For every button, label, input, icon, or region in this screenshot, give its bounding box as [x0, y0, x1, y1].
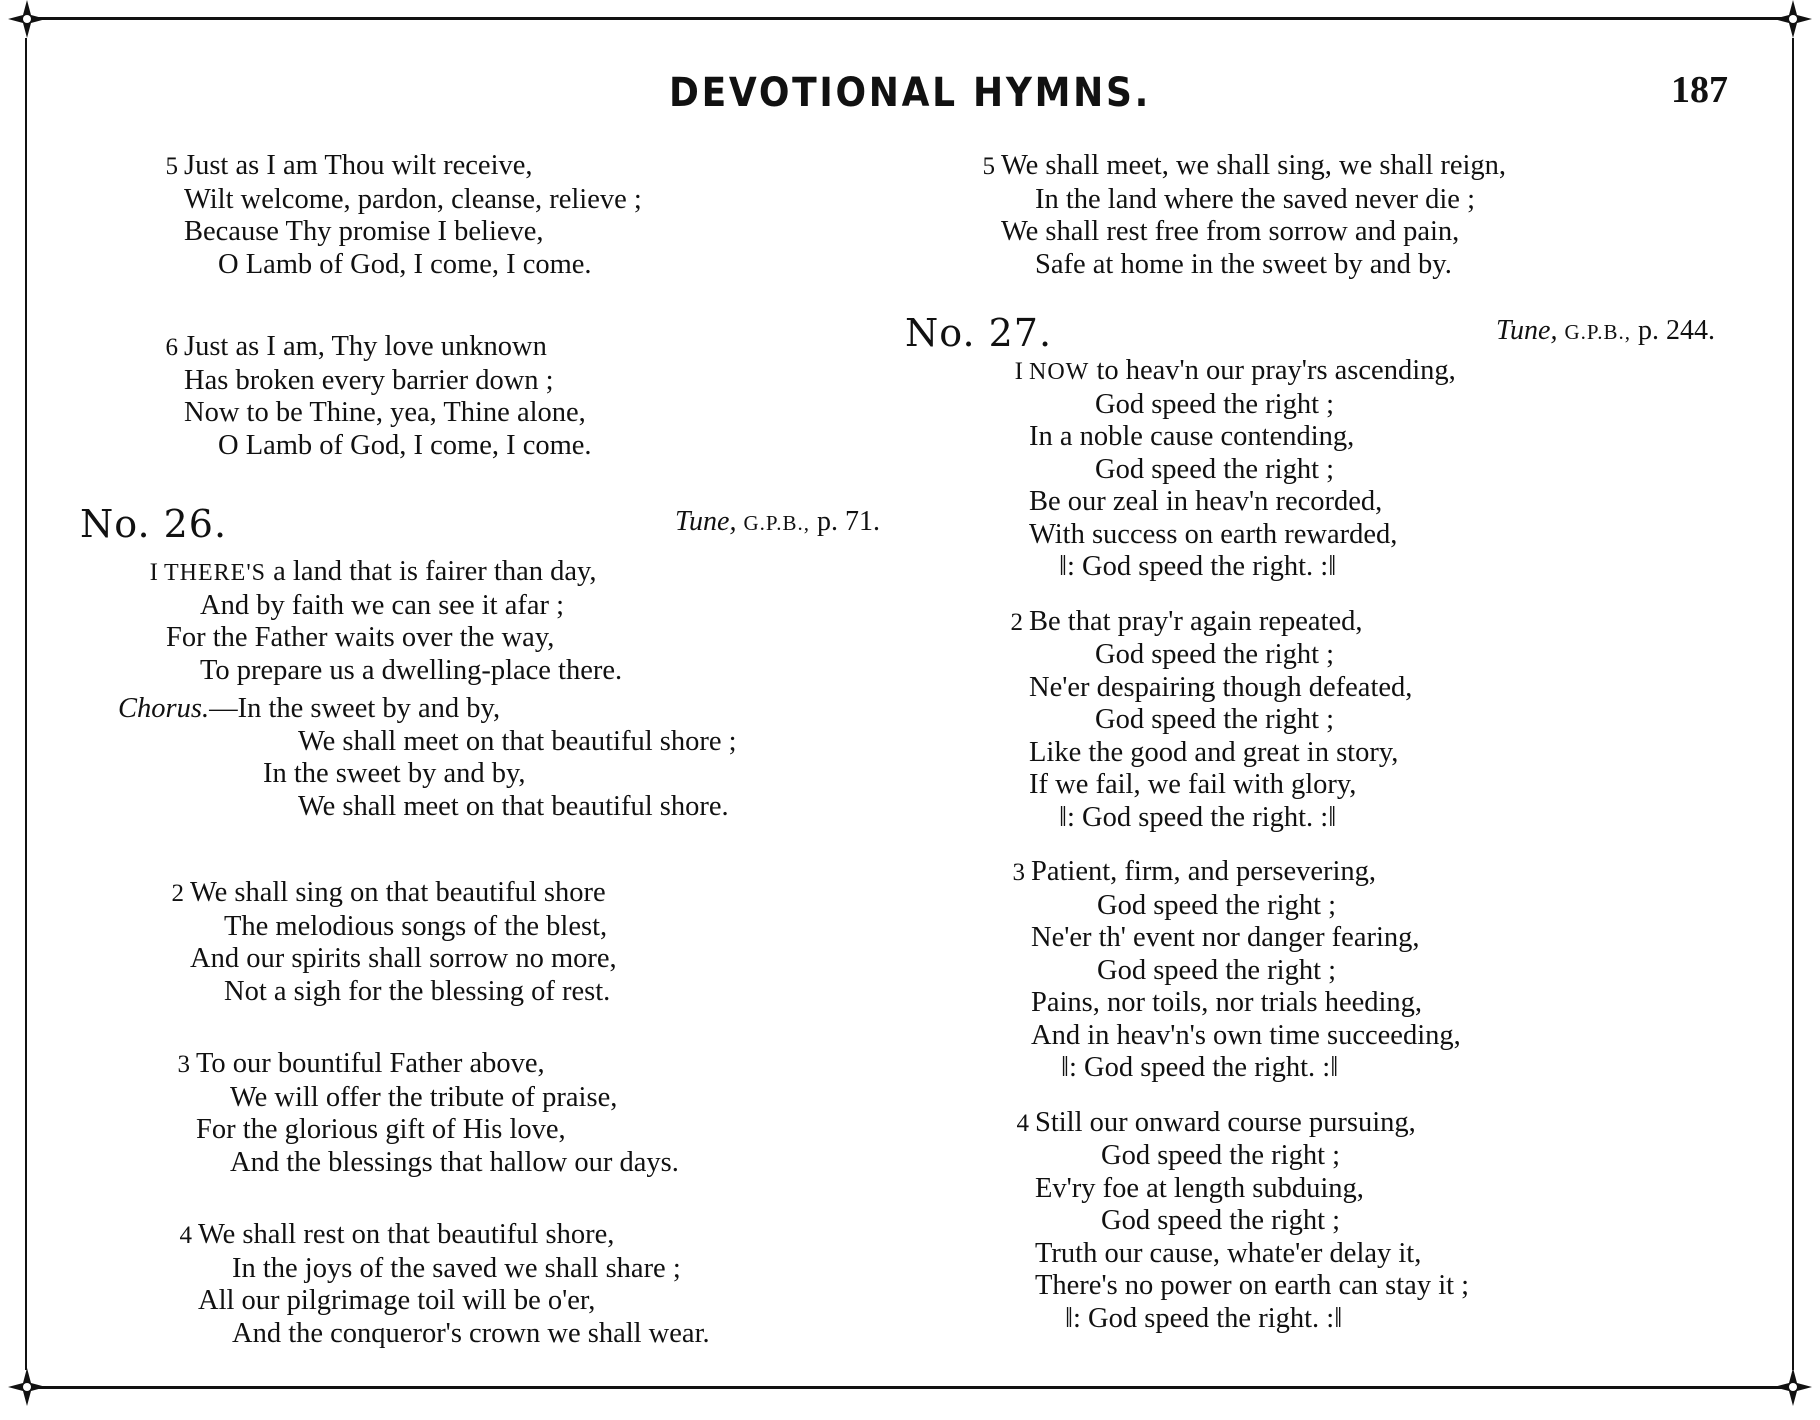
stanza-number: 2	[171, 880, 184, 907]
stanza-line: O Lamb of God, I come, I come.	[218, 429, 592, 461]
stanza-line: Be our zeal in heav'n recorded,	[1029, 486, 1383, 517]
stanza-line: O Lamb of God, I come, I come.	[218, 248, 592, 280]
tune-reference: Tune, G.P.B., p. 71.	[675, 506, 880, 537]
stanza-line: Has broken every barrier down ;	[184, 364, 554, 396]
stanza-line: If we fail, we fail with glory,	[1029, 769, 1357, 800]
stanza-number: 4	[1016, 1109, 1029, 1137]
page-number: 187	[1671, 69, 1728, 111]
repeat-line: ‖: God speed the right. :‖	[1059, 551, 1337, 582]
stanza-line: Ev'ry foe at length subduing,	[1035, 1172, 1364, 1204]
hymn-27-verse-4: 4 Still our onward course pursuing, God speed the right ; Ev'ry foe at length subduing, God speed the right ; Truth our cause, whate'er delay it, There's no power on earth can stay it ; ‖: God speed the right. :‖	[905, 1107, 1705, 1336]
hymn-27-verse-3: 3 Patient, firm, and persevering, God speed the right ; Ne'er th' event nor danger fearing, God speed the right ; Pains, nor toils, nor trials heeding, And in heav'n's own time succeeding, ‖: God speed the right. :‖	[905, 856, 1705, 1085]
hymn-27-heading	[905, 311, 1715, 355]
hymn-number: No. 26.	[80, 502, 228, 546]
repeat-line: ‖: God speed the right. :‖	[1059, 801, 1337, 833]
hymn-26-verse-3: 3 To our bountiful Father above, We will offer the tribute of praise, For the glorious gift of His love, And the blessings that hallow our days.	[80, 1048, 880, 1179]
hymn-26-verse-5: 5 We shall meet, we shall sing, we shall reign, In the land where the saved never die ; We shall rest free from sorrow and pain, Safe at home in the sweet by and by.	[905, 150, 1705, 281]
left-column	[80, 150, 880, 1390]
stanza-number: 4	[179, 1222, 192, 1249]
stanza-line: Like the good and great in story,	[1029, 736, 1399, 768]
hymn-number: No. 27.	[905, 311, 1053, 355]
stanza-line: Ne'er th' event nor danger fearing,	[1031, 922, 1420, 953]
hymn-26-chorus: Chorus.—In the sweet by and by, We shall meet on that beautiful shore ; In the sweet by and by, We shall meet on that beautiful shore.	[80, 693, 880, 823]
hymn-26-verse-1: I THERE'S a land that is fairer than day, And by faith we can see it afar ; For the Father waits over the way, To prepare us a dwelling-place there.	[80, 556, 880, 687]
stanza-line: And our spirits shall sorrow no more,	[190, 943, 617, 974]
stanza-line: Pains, nor toils, nor trials heeding,	[1031, 987, 1423, 1018]
stanza-line: Truth our cause, whate'er delay it,	[1035, 1237, 1422, 1269]
hymn-26-heading	[80, 502, 880, 556]
stanza-line: God speed the right ;	[1101, 1205, 1341, 1236]
chorus-line: In the sweet by and by,	[263, 758, 526, 789]
hymn-27-verse-2: 2 Be that pray'r again repeated, God speed the right ; Ne'er despairing though defeated, God speed the right ; Like the good and great in story, If we fail, we fail with glory, ‖: God speed the right. :‖	[905, 606, 1705, 835]
stanza-line: The melodious songs of the blest,	[224, 910, 608, 942]
stanza-number: 2	[1010, 608, 1023, 636]
stanza-line: In the joys of the saved we shall share ;	[232, 1252, 681, 1284]
stanza-line: We shall rest free from sorrow and pain,	[1001, 216, 1460, 247]
stanza-line: And the blessings that hallow our days.	[230, 1146, 679, 1178]
stanza-line: Not a sigh for the blessing of rest.	[224, 975, 611, 1007]
stanza-line: All our pilgrimage toil will be o'er,	[198, 1285, 596, 1316]
hymn-26-verse-4: 4 We shall rest on that beautiful shore, In the joys of the saved we shall share ; All our pilgrimage toil will be o'er, And the conqueror's crown we shall wear.	[80, 1219, 880, 1350]
corner-ornament-icon	[4, 1364, 50, 1410]
chorus-line: We shall meet on that beautiful shore.	[298, 790, 729, 822]
stanza-line: God speed the right ;	[1095, 639, 1335, 670]
top-border-rule	[36, 17, 1784, 20]
stanza-line: God speed the right ;	[1097, 889, 1337, 921]
stanza-number: I	[149, 559, 158, 586]
stanza-number: 3	[177, 1051, 190, 1078]
stanza-line: God speed the right ;	[1095, 453, 1335, 485]
stanza-line: Just as I am, Thy love unknown	[184, 331, 547, 362]
stanza-number: 5	[165, 153, 178, 180]
stanza-line: And in heav'n's own time succeeding,	[1031, 1019, 1461, 1051]
chorus-line: We shall meet on that beautiful shore ;	[298, 725, 737, 757]
stanza-number: 3	[1012, 859, 1025, 886]
right-column	[905, 150, 1715, 1335]
stanza-line: In the land where the saved never die ;	[1035, 183, 1475, 215]
chorus-label: Chorus.	[118, 693, 210, 724]
stanza-line: Because Thy promise I believe,	[184, 216, 544, 247]
stanza-number: 6	[165, 334, 178, 361]
stanza-5	[80, 150, 880, 281]
tune-reference: Tune, G.P.B., p. 244.	[1496, 315, 1715, 346]
stanza-line: There's no power on earth can stay it ;	[1035, 1270, 1470, 1301]
stanza-number: 5	[982, 153, 995, 180]
left-border-rule	[25, 38, 27, 1370]
stanza-line: Safe at home in the sweet by and by.	[1035, 248, 1452, 280]
corner-ornament-icon	[1770, 1364, 1816, 1410]
stanza-line: For the glorious gift of His love,	[196, 1114, 566, 1145]
stanza-line: For the Father waits over the way,	[166, 622, 555, 653]
stanza-number: I	[1014, 358, 1023, 385]
stanza-line: We will offer the tribute of praise,	[230, 1081, 618, 1113]
stanza-line: In a noble cause contending,	[1029, 421, 1355, 452]
right-border-rule	[1792, 38, 1794, 1370]
stanza-line: And by faith we can see it afar ;	[200, 589, 565, 621]
stanza-line: Now to be Thine, yea, Thine alone,	[184, 397, 586, 428]
stanza-line: Just as I am Thou wilt receive,	[184, 150, 533, 181]
stanza-line: God speed the right ;	[1095, 388, 1335, 420]
stanza-line: And the conqueror's crown we shall wear.	[232, 1317, 710, 1349]
stanza-line: With success on earth rewarded,	[1029, 518, 1398, 550]
stanza-line: To prepare us a dwelling-place there.	[200, 654, 623, 686]
hymn-26-verse-2: 2 We shall sing on that beautiful shore The melodious songs of the blest, And our spirits shall sorrow no more, Not a sigh for the blessing of rest.	[80, 877, 880, 1008]
stanza-line: God speed the right ;	[1101, 1140, 1341, 1171]
stanza-line: Ne'er despairing though defeated,	[1029, 671, 1413, 703]
stanza-line: God speed the right ;	[1095, 704, 1335, 735]
stanza-line: Wilt welcome, pardon, cleanse, relieve ;	[184, 183, 642, 215]
running-title: DEVOTIONAL HYMNS.	[669, 70, 1151, 116]
stanza-line: God speed the right ;	[1097, 954, 1337, 986]
hymn-27-verse-1: I NOW to heav'n our pray'rs ascending, God speed the right ; In a noble cause contending, God speed the right ; Be our zeal in heav'n recorded, With success on earth rewarded, ‖: God speed the right. :‖	[905, 355, 1705, 584]
corner-ornament-icon	[1770, 0, 1816, 42]
corner-ornament-icon	[4, 0, 50, 42]
repeat-line: ‖: God speed the right. :‖	[1061, 1052, 1339, 1083]
stanza-6	[80, 331, 880, 462]
repeat-line: ‖: God speed the right. :‖	[1065, 1302, 1343, 1334]
